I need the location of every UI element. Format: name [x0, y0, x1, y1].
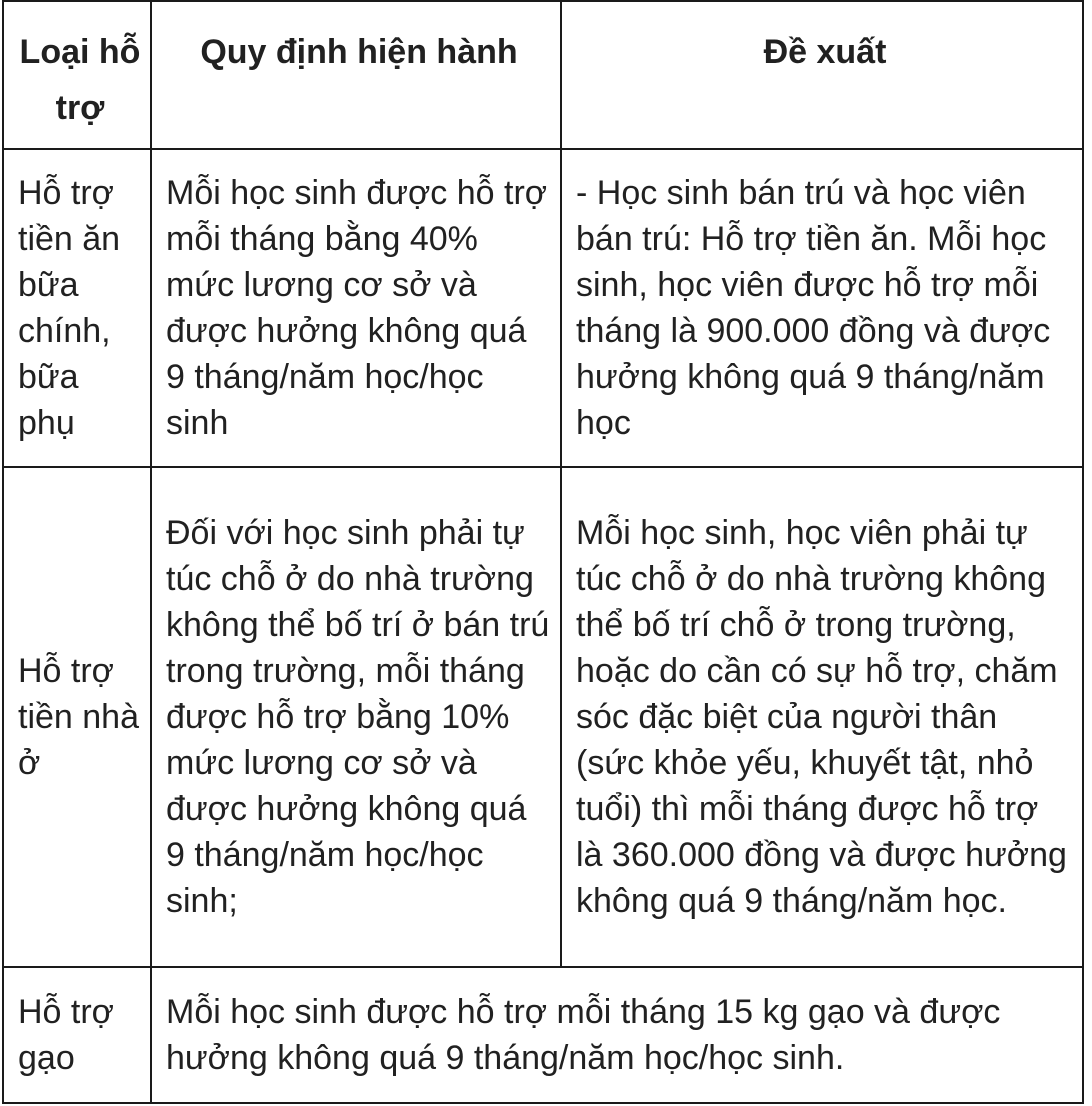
table-row-housing-support: [3, 467, 1083, 967]
support-policy-table: [2, 0, 1084, 1104]
table-row-food-support: [3, 149, 1083, 467]
header-current-regulation: Quy định hiện hành: [151, 1, 561, 149]
cell-current-food: Mỗi học sinh được hỗ trợ mỗi tháng bằng 40% mức lương cơ sở và được hưởng không quá 9 tháng/năm học/học sinh: [151, 149, 561, 467]
header-proposal: Đề xuất: [561, 1, 1083, 149]
table-header-row: [3, 1, 1083, 149]
cell-proposal-housing: Mỗi học sinh, học viên phải tự túc chỗ ở do nhà trường không thể bố trí chỗ ở trong trường, hoặc do cần có sự hỗ trợ, chăm sóc đặc biệt của người thân (sức khỏe yếu, khuyết tật, nhỏ tuổi) thì mỗi tháng được hỗ trợ là 360.000 đồng và được hưởng không quá 9 tháng/năm học.: [561, 467, 1083, 967]
cell-current-housing: Đối với học sinh phải tự túc chỗ ở do nhà trường không thể bố trí ở bán trú trong trường, mỗi tháng được hỗ trợ bằng 10% mức lương cơ sở và được hưởng không quá 9 tháng/năm học/học sinh;: [151, 467, 561, 967]
cell-proposal-food: - Học sinh bán trú và học viên bán trú: Hỗ trợ tiền ăn. Mỗi học sinh, học viên được hỗ trợ mỗi tháng là 900.000 đồng và được hưởng không quá 9 tháng/năm học: [561, 149, 1083, 467]
table-row-rice-support: [3, 967, 1083, 1103]
cell-type-food: Hỗ trợ tiền ăn bữa chính, bữa phụ: [3, 149, 151, 467]
cell-type-rice: Hỗ trợ gạo: [3, 967, 151, 1103]
cell-type-housing: Hỗ trợ tiền nhà ở: [3, 467, 151, 967]
header-support-type: Loại hỗ trợ: [3, 1, 151, 149]
cell-rice-merged: Mỗi học sinh được hỗ trợ mỗi tháng 15 kg gạo và được hưởng không quá 9 tháng/năm học/học sinh.: [151, 967, 1083, 1103]
